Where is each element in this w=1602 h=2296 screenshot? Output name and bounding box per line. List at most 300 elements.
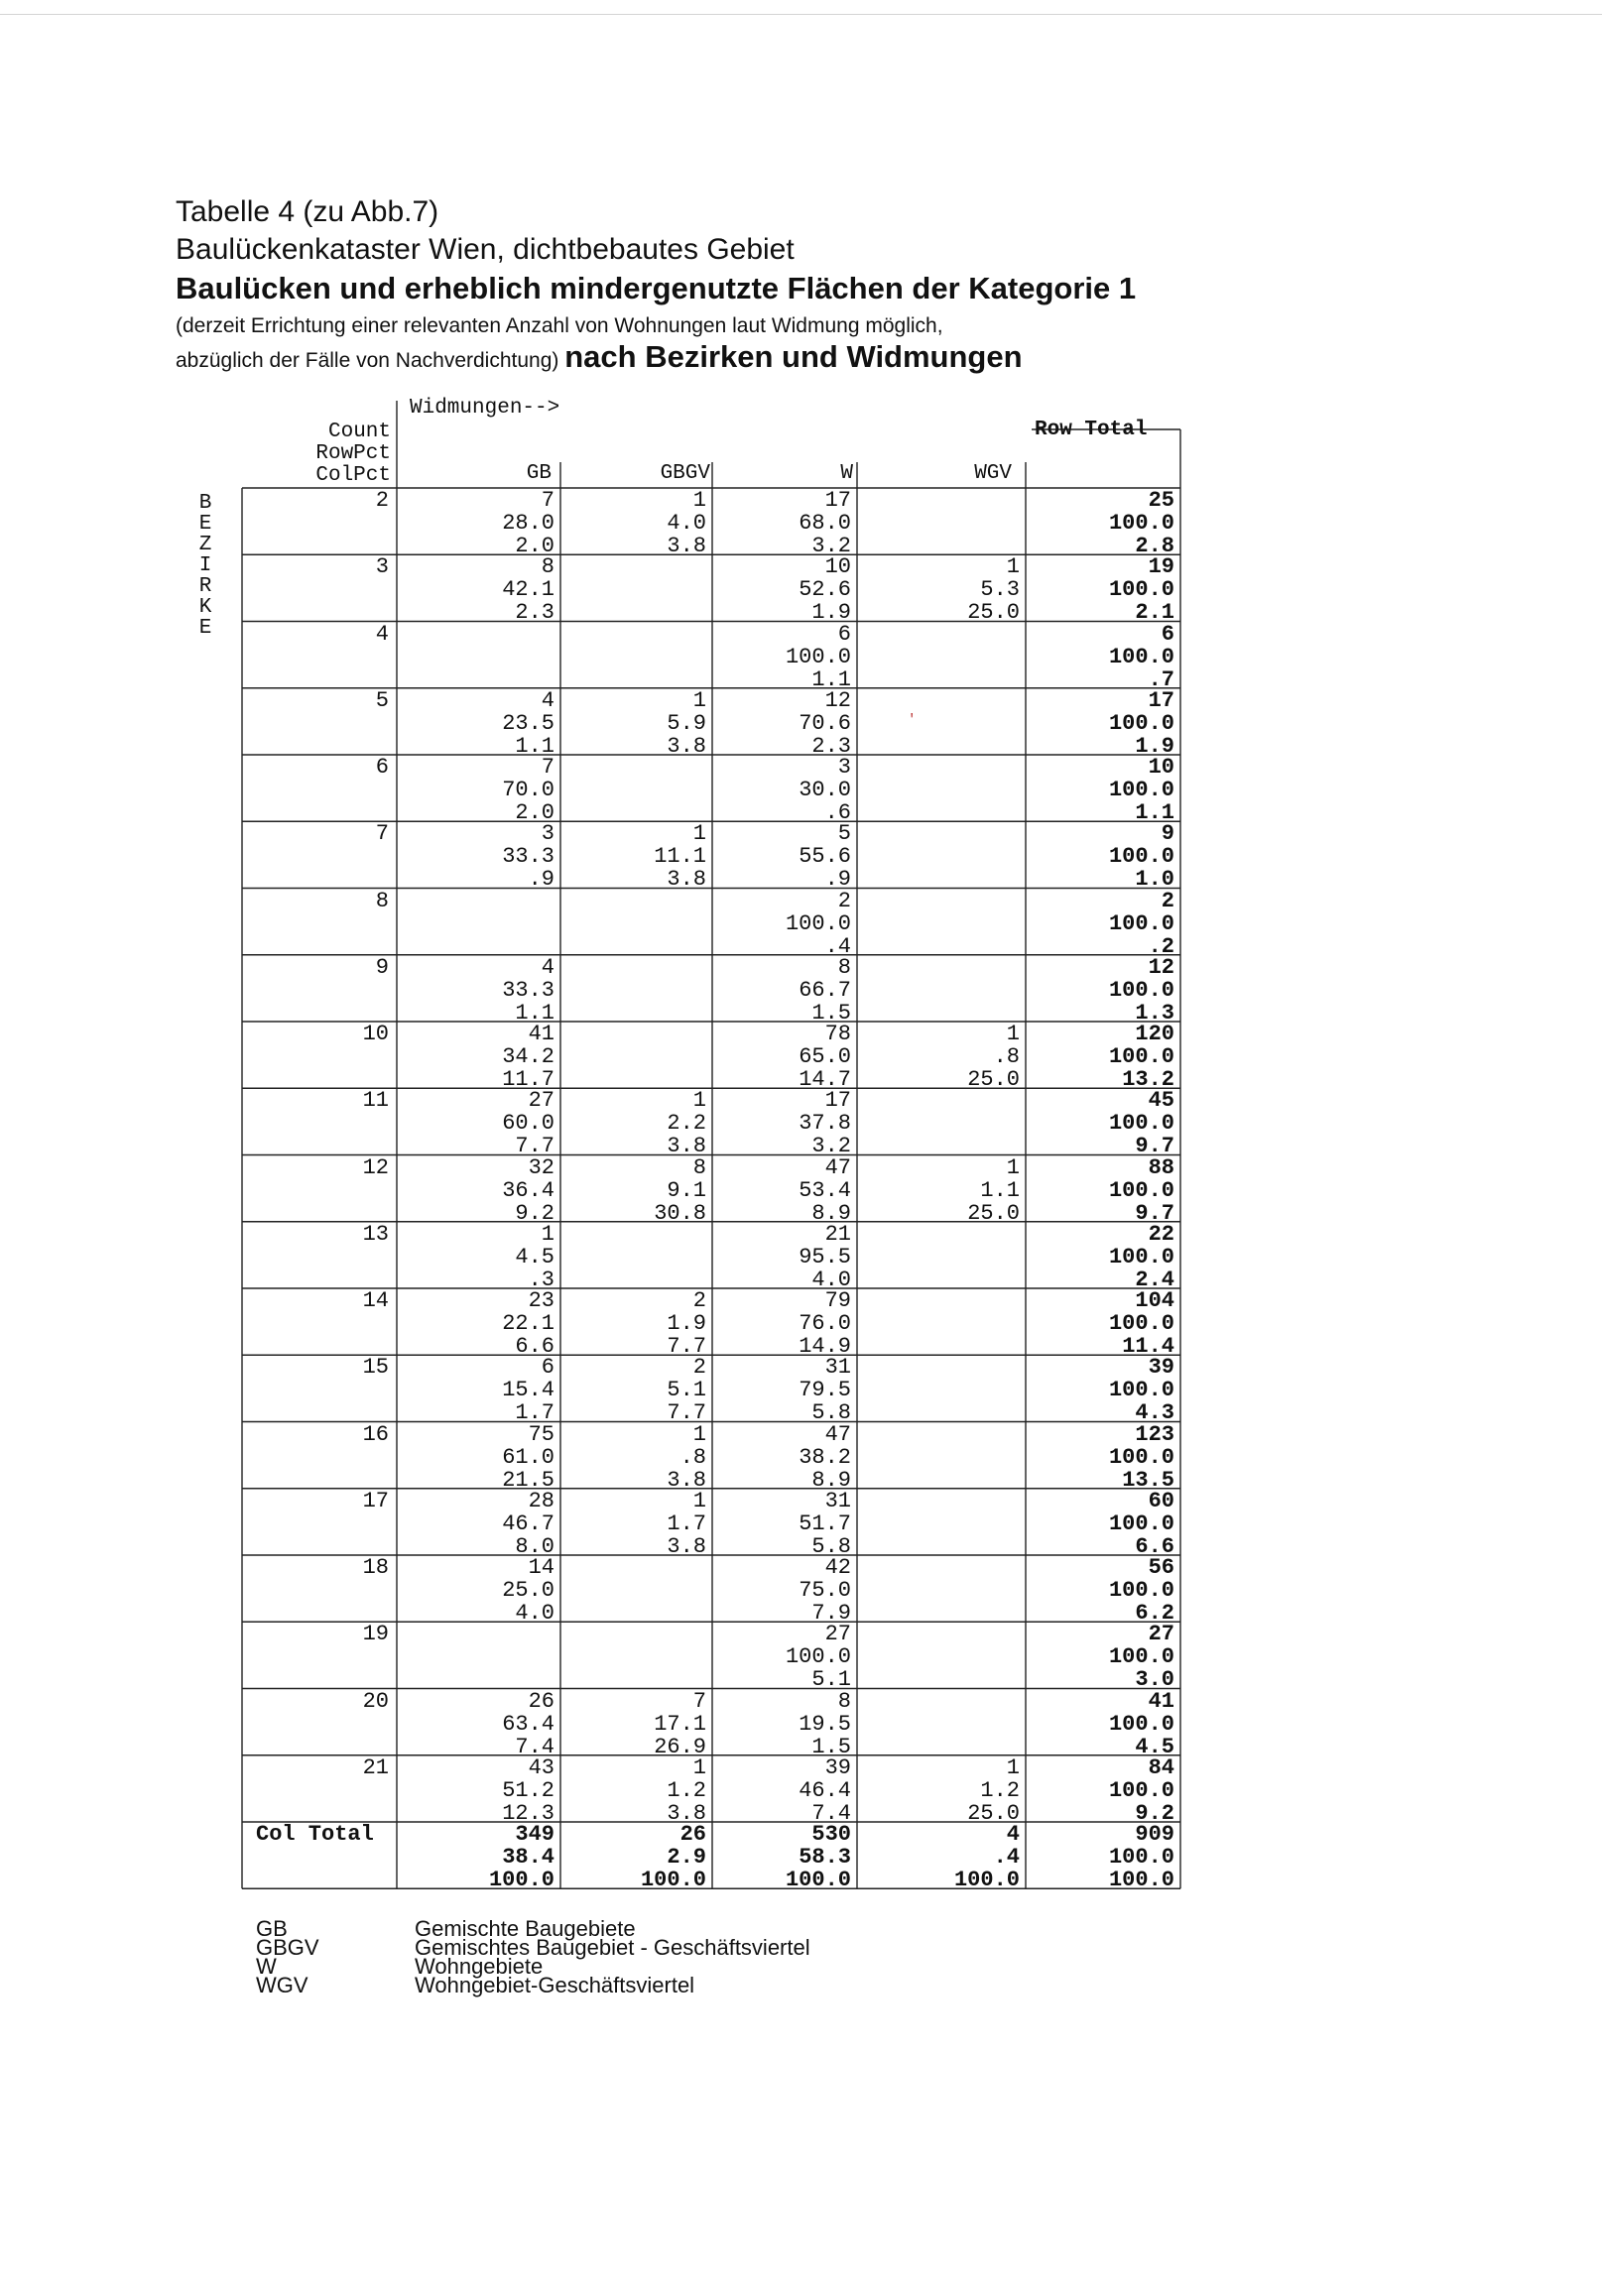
cell-count: 27 <box>824 1622 851 1647</box>
cell-count: 8 <box>692 1154 706 1180</box>
table-cell <box>748 1690 851 1758</box>
row-total-colpct: 4.5 <box>1135 1734 1174 1759</box>
row-total-cell <box>1065 1156 1174 1225</box>
bezirke-letter: K <box>198 596 212 619</box>
row-total-cell <box>1065 1690 1174 1758</box>
row-total-pct: 100.0 <box>1108 1244 1174 1269</box>
cell-count: 6 <box>541 1355 555 1381</box>
cell-count: 4 <box>541 954 555 980</box>
cell-count: 1 <box>692 1488 706 1513</box>
cell-colpct: .6 <box>824 800 851 825</box>
table-cell <box>603 689 706 758</box>
table-cell <box>917 1156 1020 1225</box>
cell-count: 1 <box>692 821 706 847</box>
cell-colpct: 2.3 <box>515 600 555 626</box>
cell-count: 1 <box>692 1754 706 1780</box>
row-total-count: 17 <box>1148 687 1174 713</box>
table-cell <box>917 1756 1020 1825</box>
bezirke-letter: B <box>198 492 212 515</box>
cell-rowpct: 5.9 <box>667 710 706 736</box>
column-header-wgv: WGV <box>974 462 1012 485</box>
cell-rowpct: 37.8 <box>799 1111 851 1137</box>
cell-colpct: 5.8 <box>811 1533 851 1559</box>
cell-count: 7 <box>541 755 555 780</box>
cell-count: 5 <box>837 821 851 847</box>
row-label: 4 <box>375 621 389 647</box>
cell-colpct: 7.7 <box>515 1134 555 1159</box>
row-total-pct: 100.0 <box>1108 710 1174 736</box>
cell-rowpct: 60.0 <box>502 1111 555 1137</box>
table-cell <box>748 1289 851 1358</box>
cell-colpct: 3.8 <box>667 1533 706 1559</box>
col-total-colpct: 100.0 <box>488 1868 555 1892</box>
cell-count: 2 <box>837 888 851 913</box>
row-total-colpct: 11.4 <box>1122 1334 1174 1359</box>
table-cell <box>748 890 851 958</box>
legend-text: Wohngebiet-Geschäftsviertel <box>415 1973 695 1997</box>
table-cell <box>451 555 555 624</box>
cell-rowpct: 22.1 <box>502 1311 555 1336</box>
cell-colpct: .9 <box>528 867 555 893</box>
cell-rowpct: 1.2 <box>980 1777 1020 1803</box>
row-total-cell <box>1065 1356 1174 1424</box>
cell-count: 7 <box>692 1688 706 1714</box>
bezirke-letter: Z <box>198 534 212 556</box>
row-total-pct: 100.0 <box>1108 1044 1174 1069</box>
table-cell <box>451 689 555 758</box>
col-total-pct: 38.4 <box>502 1845 555 1870</box>
row-label: 19 <box>362 1622 389 1647</box>
cell-rowpct: .8 <box>993 1044 1020 1069</box>
legend-code: W <box>256 1954 277 1979</box>
cell-count: 27 <box>528 1088 555 1114</box>
cell-rowpct: 38.2 <box>799 1444 851 1470</box>
table-cell <box>451 1756 555 1825</box>
cell-colpct: .4 <box>824 933 851 959</box>
row-total-cell <box>1065 489 1174 557</box>
cell-rowpct: 4.0 <box>667 511 706 536</box>
col-total-colpct: 100.0 <box>640 1868 706 1892</box>
row-total-count: 45 <box>1148 1088 1174 1114</box>
row-total-count: 6 <box>1161 621 1174 647</box>
row-total-colpct: 9.2 <box>1135 1800 1174 1826</box>
table-cell <box>748 1756 851 1825</box>
row-label: 12 <box>362 1154 389 1180</box>
cell-count: 1 <box>692 488 706 513</box>
cell-colpct: 6.6 <box>515 1334 555 1359</box>
table-subtitle: Baulückenkataster Wien, dichtbebautes Gebiet <box>176 233 795 266</box>
legend-code: GBGV <box>256 1935 319 1960</box>
row-total-pct: 100.0 <box>1108 1511 1174 1536</box>
column-header-gb: GB <box>526 462 552 485</box>
cell-count: 31 <box>824 1355 851 1381</box>
cell-count: 17 <box>824 1088 851 1114</box>
cell-rowpct: 100.0 <box>785 910 851 936</box>
row-total-pct: 100.0 <box>1108 644 1174 669</box>
cell-colpct: 1.7 <box>515 1400 555 1426</box>
row-total-count: 104 <box>1135 1288 1174 1313</box>
cell-rowpct: 4.5 <box>515 1244 555 1269</box>
table-cell <box>748 1556 851 1625</box>
cell-count: 6 <box>837 621 851 647</box>
row-total-cell <box>1065 689 1174 758</box>
cell-count: 1 <box>692 1088 706 1114</box>
row-total-count: 10 <box>1148 755 1174 780</box>
cell-colpct: 8.9 <box>811 1467 851 1493</box>
table-cell <box>917 1023 1020 1091</box>
row-total-count: 12 <box>1148 954 1174 980</box>
table-cell <box>451 1423 555 1492</box>
row-total-cell <box>1065 1289 1174 1358</box>
cell-colpct: 7.9 <box>811 1601 851 1626</box>
cell-count: 32 <box>528 1154 555 1180</box>
cell-colpct: 1.5 <box>811 1734 851 1759</box>
row-label: 5 <box>375 687 389 713</box>
row-label: 9 <box>375 954 389 980</box>
column-header-gbgv: GBGV <box>660 462 710 485</box>
stat-label-rowpct: RowPct <box>315 442 391 465</box>
cell-count: 1 <box>1006 1154 1020 1180</box>
cell-colpct: 3.2 <box>811 1134 851 1159</box>
cell-rowpct: 95.5 <box>799 1244 851 1269</box>
cell-count: 1 <box>1006 1022 1020 1046</box>
row-total-pct: 100.0 <box>1108 1111 1174 1137</box>
cell-colpct: 30.8 <box>654 1200 706 1226</box>
row-total-count: 120 <box>1135 1022 1174 1046</box>
row-total-colpct: 9.7 <box>1135 1200 1174 1226</box>
table-cell <box>451 822 555 891</box>
cell-colpct: 2.0 <box>515 800 555 825</box>
table-cell <box>451 1490 555 1558</box>
row-total-cell <box>1065 555 1174 624</box>
table-cell <box>603 1089 706 1157</box>
cell-colpct: 3.8 <box>667 534 706 558</box>
cell-count: 12 <box>824 687 851 713</box>
cell-colpct: 1.5 <box>811 1000 851 1026</box>
stat-label-count: Count <box>327 421 391 443</box>
col-total-count: 349 <box>515 1822 555 1847</box>
cell-rowpct: 19.5 <box>799 1711 851 1737</box>
cell-rowpct: 70.0 <box>502 778 555 802</box>
table-cell <box>748 1156 851 1225</box>
cell-colpct: 5.1 <box>811 1667 851 1693</box>
cell-rowpct: 1.2 <box>667 1777 706 1803</box>
cell-colpct: 7.7 <box>667 1400 706 1426</box>
table-cell <box>748 822 851 891</box>
row-label: 21 <box>362 1754 389 1780</box>
cell-colpct: 3.8 <box>667 1134 706 1159</box>
row-total-colpct: 1.1 <box>1135 800 1174 825</box>
row-label: 16 <box>362 1421 389 1447</box>
row-total-cell <box>1065 623 1174 691</box>
legend-text: Gemischtes Baugebiet - Geschäftsviertel <box>415 1935 810 1960</box>
cell-rowpct: 63.4 <box>502 1711 555 1737</box>
widmungen-header: Widmungen--> <box>410 397 560 420</box>
cell-colpct: 3.2 <box>811 534 851 558</box>
cell-rowpct: 76.0 <box>799 1311 851 1336</box>
table-title: Baulücken und erheblich mindergenutzte Flächen der Kategorie 1 <box>176 271 1137 305</box>
col-total-count: 26 <box>679 1822 706 1847</box>
cell-count: 8 <box>541 554 555 580</box>
bezirke-letter: E <box>198 513 212 536</box>
row-total-cell <box>1065 890 1174 958</box>
cell-colpct: 21.5 <box>502 1467 555 1493</box>
cell-colpct: 14.9 <box>799 1334 851 1359</box>
row-total-count: 25 <box>1148 488 1174 513</box>
cell-count: 75 <box>528 1421 555 1447</box>
table-cell <box>748 1089 851 1157</box>
cell-rowpct: 52.6 <box>799 577 851 603</box>
cell-rowpct: 30.0 <box>799 778 851 802</box>
row-total-cell <box>1065 1423 1174 1492</box>
cell-count: 1 <box>541 1221 555 1247</box>
cell-rowpct: 66.7 <box>799 977 851 1003</box>
stray-mark: ' <box>908 712 917 728</box>
cell-rowpct: 34.2 <box>502 1044 555 1069</box>
legend-code: GB <box>256 1916 288 1941</box>
row-label: 2 <box>375 488 389 513</box>
cell-rowpct: 79.5 <box>799 1378 851 1403</box>
cell-count: 2 <box>692 1355 706 1381</box>
cell-colpct: 1.1 <box>515 1000 555 1026</box>
col-total-cell <box>917 1823 1020 1891</box>
cell-rowpct: 53.4 <box>799 1177 851 1203</box>
table-cell <box>748 1490 851 1558</box>
cell-count: 2 <box>692 1288 706 1313</box>
row-total-cell <box>1065 956 1174 1025</box>
col-total-count: 530 <box>811 1822 851 1847</box>
col-total-cell <box>451 1823 555 1891</box>
cell-count: 1 <box>692 1421 706 1447</box>
row-total-pct: 100.0 <box>1108 778 1174 802</box>
row-label: 11 <box>362 1088 389 1114</box>
table-cell <box>451 956 555 1025</box>
cell-count: 3 <box>541 821 555 847</box>
grand-total-count: 909 <box>1135 1822 1174 1847</box>
cell-count: 21 <box>824 1221 851 1247</box>
cell-colpct: .3 <box>528 1267 555 1292</box>
cell-colpct: 3.8 <box>667 1800 706 1826</box>
grand-total-pct: 100.0 <box>1108 1845 1174 1870</box>
table-cell <box>603 1756 706 1825</box>
cell-colpct: 5.8 <box>811 1400 851 1426</box>
cell-rowpct: 1.1 <box>980 1177 1020 1203</box>
table-cell <box>748 956 851 1025</box>
row-total-colpct: 6.2 <box>1135 1601 1174 1626</box>
cell-rowpct: 17.1 <box>654 1711 706 1737</box>
cell-rowpct: 75.0 <box>799 1578 851 1603</box>
cell-colpct: 3.8 <box>667 733 706 759</box>
table-cell <box>748 689 851 758</box>
col-total-pct: 2.9 <box>667 1845 706 1870</box>
cell-colpct: 4.0 <box>515 1601 555 1626</box>
table-cell <box>748 489 851 557</box>
row-total-colpct: 6.6 <box>1135 1533 1174 1559</box>
row-total-colpct: 2.1 <box>1135 600 1174 626</box>
row-total-pct: 100.0 <box>1108 1177 1174 1203</box>
row-total-count: 88 <box>1148 1154 1174 1180</box>
table-cell <box>748 623 851 691</box>
row-label: 8 <box>375 888 389 913</box>
cell-rowpct: 36.4 <box>502 1177 555 1203</box>
row-total-count: 22 <box>1148 1221 1174 1247</box>
cell-colpct: 2.0 <box>515 534 555 558</box>
cell-rowpct: 9.1 <box>667 1177 706 1203</box>
row-total-pct: 100.0 <box>1108 1644 1174 1670</box>
col-total-cell <box>748 1823 851 1891</box>
cell-count: 31 <box>824 1488 851 1513</box>
table-cell <box>748 555 851 624</box>
table-cell <box>748 1023 851 1091</box>
bezirke-axis-label <box>195 493 215 639</box>
cell-colpct: 7.4 <box>515 1734 555 1759</box>
cell-colpct: 3.8 <box>667 1467 706 1493</box>
cell-colpct: 25.0 <box>967 1200 1020 1226</box>
cell-colpct: 1.1 <box>515 733 555 759</box>
cell-rowpct: 1.7 <box>667 1511 706 1536</box>
cell-count: 17 <box>824 488 851 513</box>
row-total-count: 2 <box>1161 888 1174 913</box>
cell-rowpct: 5.3 <box>980 577 1020 603</box>
row-total-cell <box>1065 822 1174 891</box>
row-label: 3 <box>375 554 389 580</box>
row-total-colpct: 4.3 <box>1135 1400 1174 1426</box>
cell-colpct: 3.8 <box>667 867 706 893</box>
row-total-count: 27 <box>1148 1622 1174 1647</box>
cell-rowpct: 100.0 <box>785 644 851 669</box>
cell-count: 4 <box>541 687 555 713</box>
table-cell <box>451 1356 555 1424</box>
cell-count: 10 <box>824 554 851 580</box>
row-label: 13 <box>362 1221 389 1247</box>
row-total-cell <box>1065 1556 1174 1625</box>
cell-rowpct: 65.0 <box>799 1044 851 1069</box>
row-total-count: 39 <box>1148 1355 1174 1381</box>
cell-count: 23 <box>528 1288 555 1313</box>
cell-colpct: 7.4 <box>811 1800 851 1826</box>
row-total-pct: 100.0 <box>1108 1578 1174 1603</box>
cell-rowpct: 11.1 <box>654 844 706 870</box>
row-total-count: 60 <box>1148 1488 1174 1513</box>
cell-colpct: 1.1 <box>811 666 851 692</box>
cell-count: 1 <box>1006 1754 1020 1780</box>
cell-colpct: 7.7 <box>667 1334 706 1359</box>
cell-rowpct: 61.0 <box>502 1444 555 1470</box>
cell-colpct: 25.0 <box>967 600 1020 626</box>
table-cell <box>603 1356 706 1424</box>
cell-count: 8 <box>837 1688 851 1714</box>
col-total-cell <box>603 1823 706 1891</box>
table-cell <box>748 1623 851 1691</box>
table-cell <box>748 756 851 824</box>
table-cell <box>451 1289 555 1358</box>
row-total-cell <box>1065 1490 1174 1558</box>
table-cell <box>603 822 706 891</box>
row-total-pct: 100.0 <box>1108 1711 1174 1737</box>
legend-code: WGV <box>256 1973 308 1997</box>
row-total-cell <box>1065 1023 1174 1091</box>
row-total-count: 56 <box>1148 1555 1174 1580</box>
cell-count: 47 <box>824 1154 851 1180</box>
cell-rowpct: 42.1 <box>502 577 555 603</box>
cell-colpct: .9 <box>824 867 851 893</box>
table-cell <box>603 1289 706 1358</box>
cell-count: 7 <box>541 488 555 513</box>
row-total-header: Row Total <box>1035 419 1148 441</box>
cell-rowpct: 100.0 <box>785 1644 851 1670</box>
table-cell <box>451 756 555 824</box>
table-cell <box>603 1690 706 1758</box>
row-total-cell <box>1065 1223 1174 1291</box>
cell-rowpct: 46.7 <box>502 1511 555 1536</box>
cell-count: 39 <box>824 1754 851 1780</box>
table-cell <box>917 555 1020 624</box>
cell-count: 1 <box>692 687 706 713</box>
cell-count: 8 <box>837 954 851 980</box>
row-total-colpct: 13.2 <box>1122 1067 1174 1092</box>
cell-rowpct: .8 <box>679 1444 706 1470</box>
row-total-colpct: 9.7 <box>1135 1134 1174 1159</box>
row-total-count: 41 <box>1148 1688 1174 1714</box>
cell-rowpct: 15.4 <box>502 1378 555 1403</box>
row-total-pct: 100.0 <box>1108 1378 1174 1403</box>
row-label: 20 <box>362 1688 389 1714</box>
cell-colpct: 8.9 <box>811 1200 851 1226</box>
row-total-colpct: 1.9 <box>1135 733 1174 759</box>
row-total-pct: 100.0 <box>1108 844 1174 870</box>
cell-count: 42 <box>824 1555 851 1580</box>
cell-rowpct: 68.0 <box>799 511 851 536</box>
col-total-label: Col Total <box>256 1822 374 1847</box>
grand-total-colpct: 100.0 <box>1108 1868 1174 1892</box>
cell-rowpct: 2.2 <box>667 1111 706 1137</box>
table-cell <box>451 1089 555 1157</box>
row-total-count: 84 <box>1148 1754 1174 1780</box>
col-total-colpct: 100.0 <box>785 1868 851 1892</box>
cell-count: 26 <box>528 1688 555 1714</box>
row-label: 7 <box>375 821 389 847</box>
table-cell <box>748 1223 851 1291</box>
table-cell <box>603 489 706 557</box>
column-header-w: W <box>840 462 853 485</box>
table-note-line1: (derzeit Errichtung einer relevanten Anzahl von Wohnungen laut Widmung möglich, <box>176 314 943 337</box>
col-total-colpct: 100.0 <box>953 1868 1020 1892</box>
cell-colpct: 4.0 <box>811 1267 851 1292</box>
table-note-prefix: abzüglich der Fälle von Nachverdichtung) <box>176 349 559 372</box>
table-cell <box>451 1223 555 1291</box>
cell-colpct: 8.0 <box>515 1533 555 1559</box>
cell-rowpct: 28.0 <box>502 511 555 536</box>
table-cell <box>748 1423 851 1492</box>
row-label: 18 <box>362 1555 389 1580</box>
table-note-suffix: nach Bezirken und Widmungen <box>564 339 1023 374</box>
cell-colpct: 25.0 <box>967 1067 1020 1092</box>
cell-count: 41 <box>528 1022 555 1046</box>
cell-rowpct: 55.6 <box>799 844 851 870</box>
cell-count: 3 <box>837 755 851 780</box>
cell-rowpct: 33.3 <box>502 977 555 1003</box>
row-total-colpct: 1.3 <box>1135 1000 1174 1026</box>
row-total-count: 123 <box>1135 1421 1174 1447</box>
table-cell <box>451 489 555 557</box>
table-number: Tabelle 4 (zu Abb.7) <box>176 195 439 228</box>
cell-rowpct: 51.2 <box>502 1777 555 1803</box>
cell-colpct: 25.0 <box>967 1800 1020 1826</box>
row-label: 10 <box>362 1022 389 1046</box>
row-total-count: 19 <box>1148 554 1174 580</box>
row-total-colpct: 3.0 <box>1135 1667 1174 1693</box>
legend-text: Wohngebiete <box>415 1954 544 1979</box>
